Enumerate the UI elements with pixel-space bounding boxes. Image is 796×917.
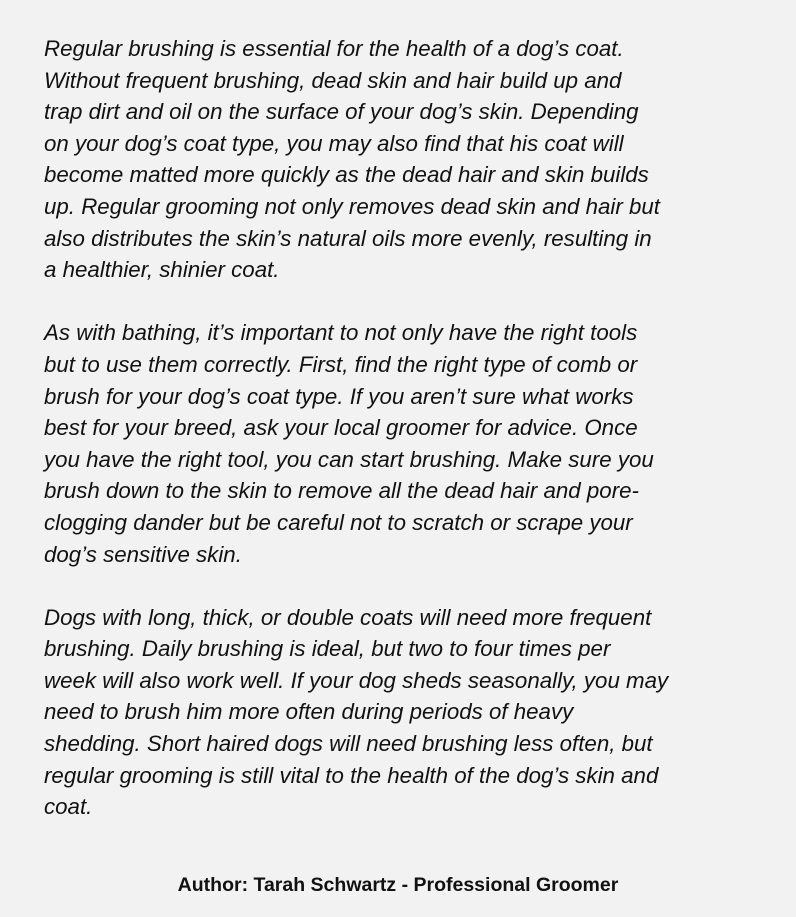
- text-line: a healthier, shinier coat.: [44, 257, 280, 283]
- text-line: Regular brushing is essential for the health of a dog’s coat.: [44, 36, 624, 61]
- text-line: brushing. Daily brushing is ideal, but two to four times per: [44, 636, 611, 662]
- text-line: coat.: [44, 794, 93, 820]
- text-line: shedding. Short haired dogs will need brushing less often, but: [44, 731, 653, 757]
- text-line: brush for your dog’s coat type. If you aren’t sure what works: [44, 383, 634, 409]
- text-line: you have the right tool, you can start brushing. Make sure you: [44, 446, 654, 472]
- text-line: clogging dander but be careful not to scratch or scrape your: [44, 509, 633, 535]
- text-line: Dogs with long, thick, or double coats will need more frequent: [44, 604, 652, 630]
- paragraph: [44, 317, 668, 570]
- text-line: As with bathing, it’s important to not only have the right tools: [44, 320, 638, 346]
- text-line: trap dirt and oil on the surface of your dog’s skin. Depending: [44, 99, 639, 125]
- text-line: Without frequent brushing, dead skin and hair build up and: [44, 67, 622, 93]
- paragraph: [44, 602, 668, 823]
- text-line: become matted more quickly as the dead hair and skin builds: [44, 162, 649, 188]
- text-line: brush down to the skin to remove all the dead hair and pore-: [44, 478, 639, 504]
- author-credit: Author: Tarah Schwartz - Professional Groomer: [177, 874, 619, 896]
- text-line: on your dog’s coat type, you may also find that his coat will: [44, 130, 624, 156]
- text-line: regular grooming is still vital to the health of the dog’s skin and: [44, 762, 659, 788]
- text-line: but to use them correctly. First, find the right type of comb or: [44, 351, 638, 377]
- text-line: need to brush him more often during periods of heavy: [44, 699, 574, 725]
- text-line: best for your breed, ask your local groomer for advice. Once: [44, 415, 638, 441]
- text-line: week will also work well. If your dog sheds seasonally, you may: [44, 667, 669, 693]
- text-line: up. Regular grooming not only removes dead skin and hair but: [44, 193, 661, 219]
- text-line: dog’s sensitive skin.: [44, 541, 242, 567]
- article-body: [44, 33, 668, 854]
- paragraph: [44, 33, 668, 286]
- text-line: also distributes the skin’s natural oils more evenly, resulting in: [44, 225, 652, 251]
